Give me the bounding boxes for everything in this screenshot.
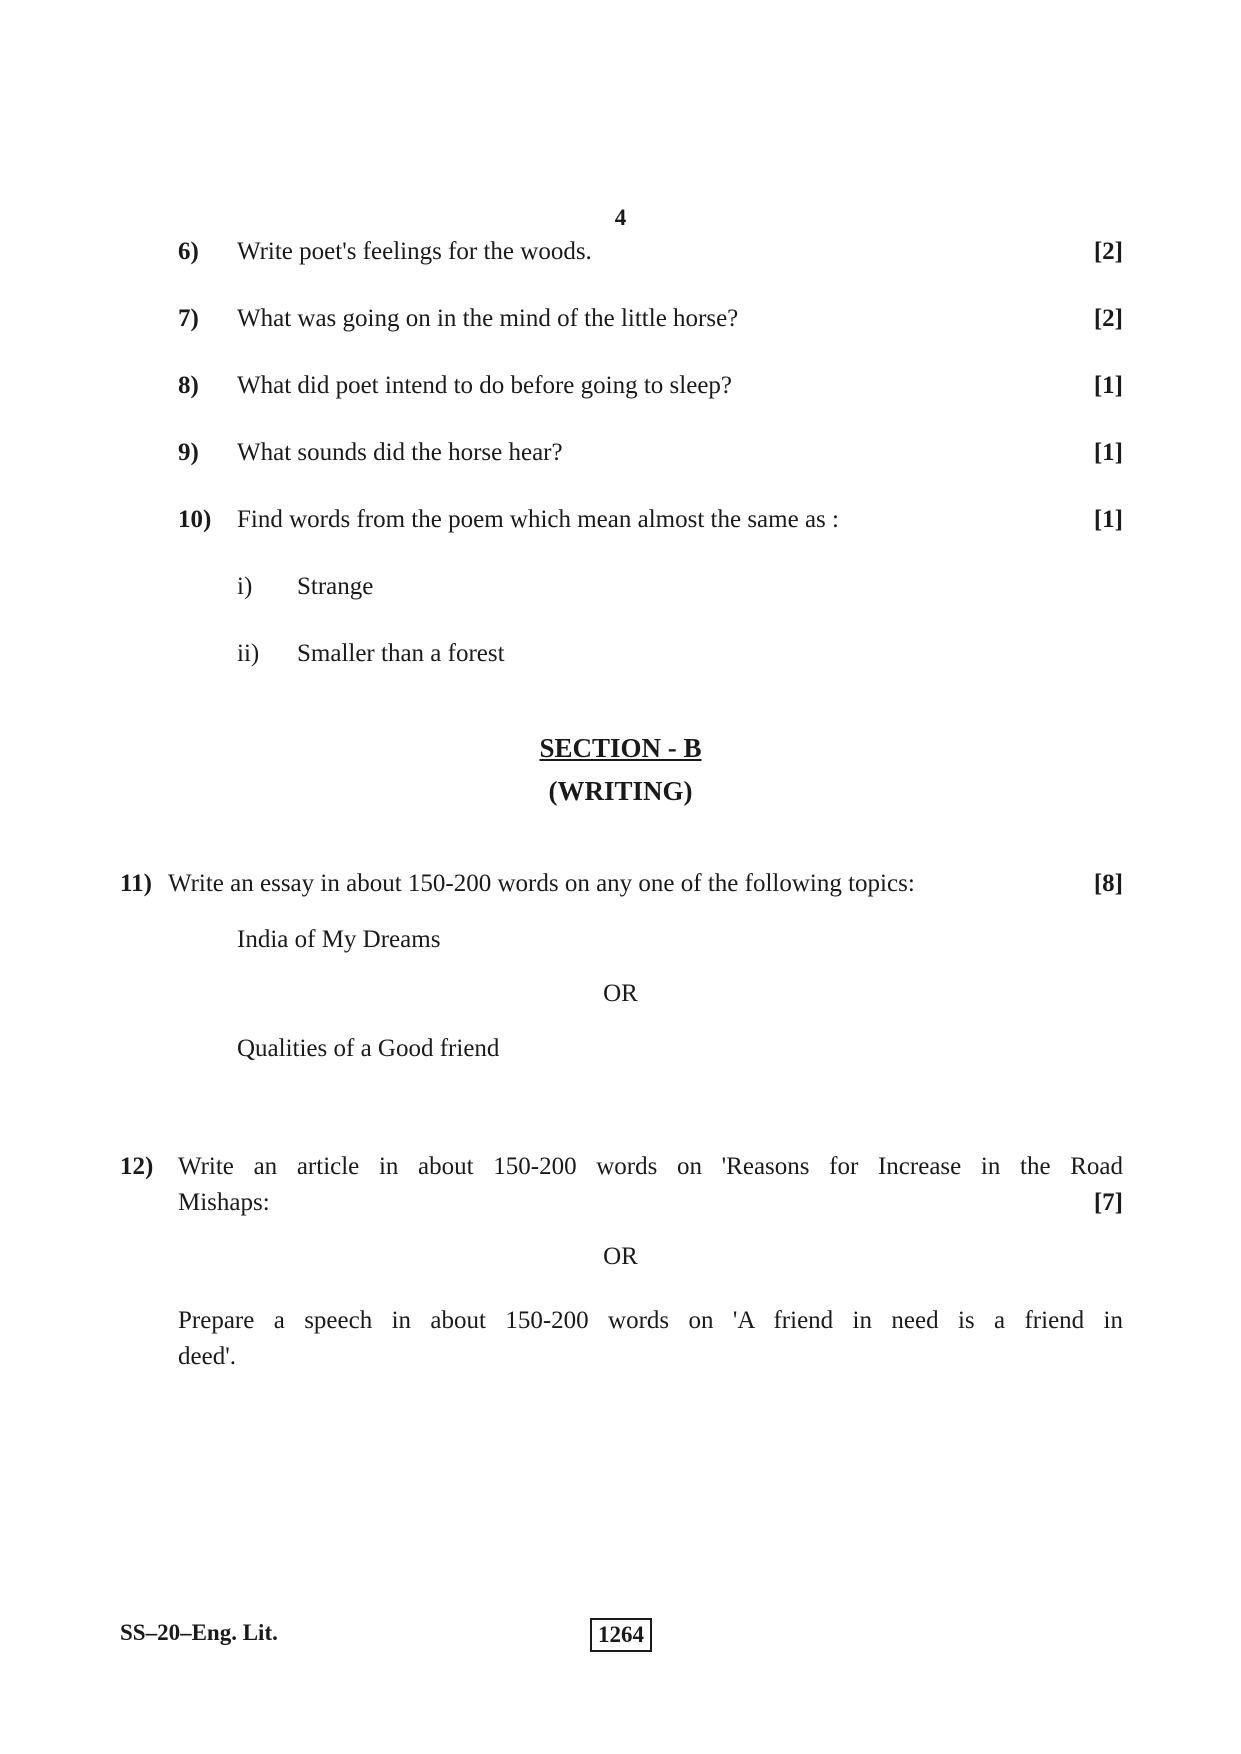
question-text: Find words from the poem which mean almost the same as : [237,506,839,533]
question-text-line: deed'. [178,1343,236,1370]
question-number: 6) [178,238,199,265]
or-separator: OR [603,1243,638,1270]
question-marks: [8] [1093,870,1123,897]
question-text-line: Write an article in about 150-200 words on 'Reasons for Increase in the Road [178,1153,1123,1180]
question-number: 12) [120,1153,154,1180]
question-text: What sounds did the horse hear? [237,439,563,466]
question-text: What was going on in the mind of the little horse? [237,305,739,332]
sub-item-text: Smaller than a forest [297,640,505,667]
question-marks: [7] [1093,1189,1123,1216]
question-number: 10) [178,506,212,533]
question-text-line: Prepare a speech in about 150-200 words on 'A friend in need is a friend in [178,1307,1123,1334]
question-number: 9) [178,439,199,466]
question-number: 8) [178,372,199,399]
or-separator: OR [603,980,638,1007]
sub-item-number: i) [237,573,253,600]
sub-item-text: Strange [297,573,374,600]
essay-option: India of My Dreams [237,926,441,953]
question-number: 7) [178,305,199,332]
question-text-line: Mishaps: [178,1189,270,1216]
section-title: SECTION - B [539,733,702,763]
question-marks: [1] [1093,506,1123,533]
question-text: Write poet's feelings for the woods. [237,238,592,265]
paper-number-box: 1264 [590,1618,652,1652]
question-marks: [2] [1093,305,1123,332]
question-marks: [1] [1093,439,1123,466]
question-marks: [2] [1093,238,1123,265]
essay-option: Qualities of a Good friend [237,1035,500,1062]
question-text: What did poet intend to do before going to sleep? [237,372,733,399]
question-number: 11) [120,870,152,897]
page-number: 4 [614,205,627,230]
question-text: Write an essay in about 150-200 words on any one of the following topics: [168,870,915,897]
sub-item-number: ii) [237,640,260,667]
paper-code: SS–20–Eng. Lit. [120,1620,278,1645]
section-subtitle: (WRITING) [548,776,693,806]
question-marks: [1] [1093,372,1123,399]
